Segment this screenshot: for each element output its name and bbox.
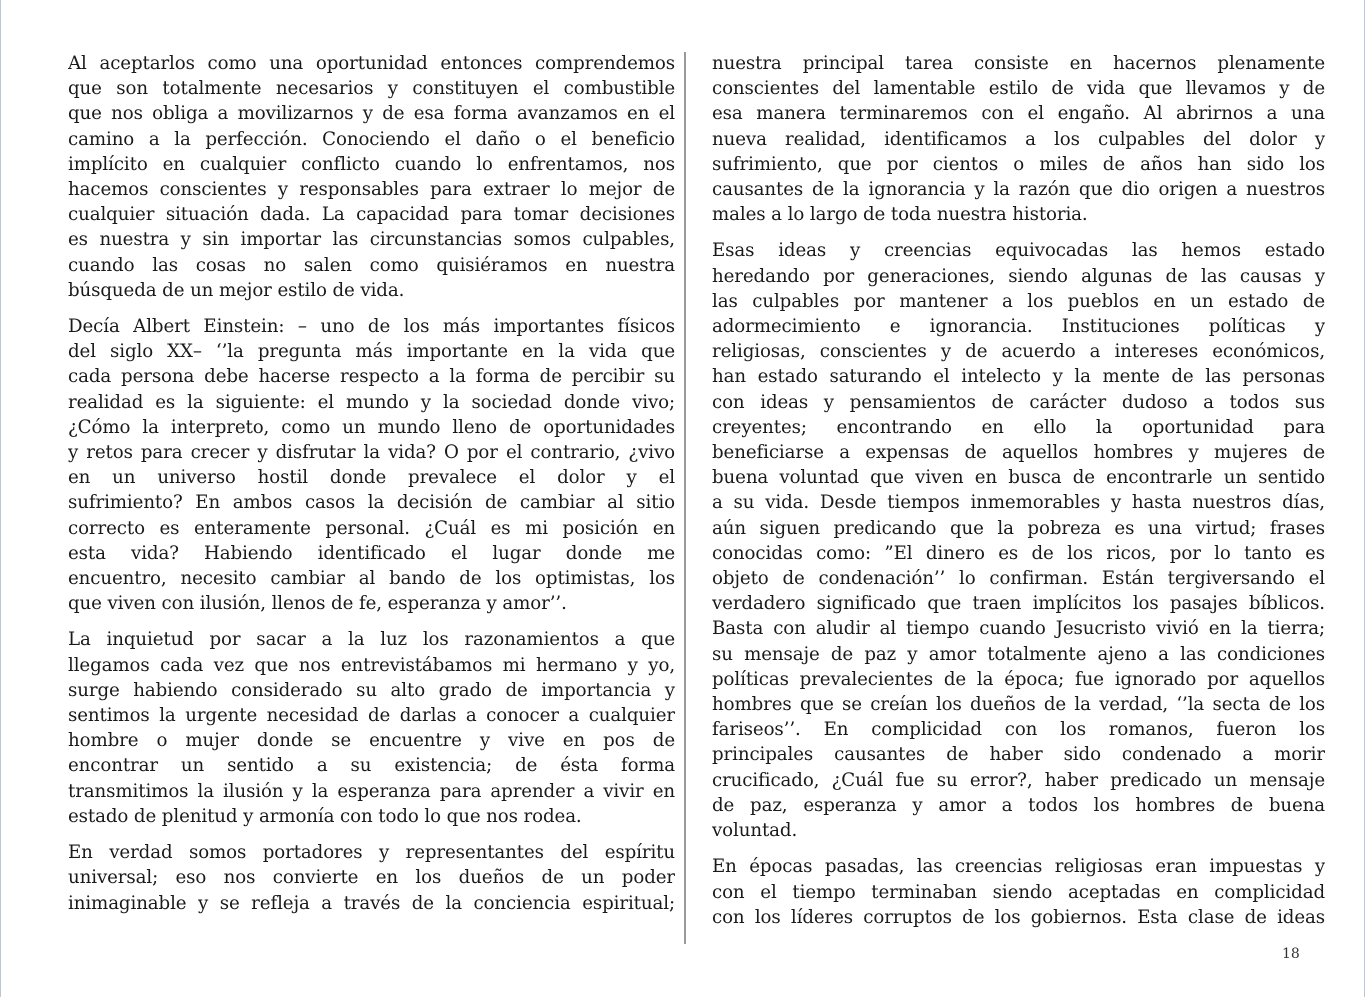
text-line: hacemos conscientes y responsables para extraer lo mejor de (68, 179, 675, 201)
text-line: En épocas pasadas, las creencias religiosas eran impuestas y (712, 856, 1325, 878)
text-line: encontrar un sentido a su existencia; de ésta forma (68, 755, 675, 777)
left-paragraph (68, 627, 675, 829)
text-line: Al aceptarlos como una oportunidad entonces comprendemos (68, 53, 675, 74)
text-line: con los líderes corruptos de los gobiernos. Esta clase de ideas (712, 906, 1325, 928)
text-line: creyentes; encontrando en ello la oportunidad para (712, 416, 1325, 438)
text-line: con ideas y pensamientos de carácter dudoso a todos sus (712, 391, 1325, 413)
text-line: a su vida. Desde tiempos inmemorables y hasta nuestros días, (712, 492, 1325, 514)
text-line: realidad es la siguiente: el mundo y la sociedad donde vivo; (68, 391, 675, 413)
text-line: en un universo hostil donde prevalece el dolor y el (68, 467, 675, 489)
text-line: es nuestra y sin importar las circunstancias somos culpables, (68, 229, 675, 251)
text-line: Basta con aludir al tiempo cuando Jesucristo vivió en la tierra; (712, 618, 1325, 640)
text-line: causantes de la ignorancia y la razón que dio origen a nuestros (712, 179, 1325, 201)
text-line: surge habiendo considerado su alto grado de importancia y (68, 679, 675, 701)
left-paragraph (68, 840, 675, 916)
page-number: 18 (1282, 946, 1300, 962)
text-line: encuentro, necesito cambiar al bando de los optimistas, los (68, 568, 675, 590)
text-line: sentimos la urgente necesidad de darlas a conocer a cualquier (68, 705, 675, 727)
right-paragraph (712, 238, 1325, 843)
text-line: universal; eso nos convierte en los dueños de un poder (68, 867, 675, 889)
text-line: llegamos cada vez que nos entrevistábamos mi hermano y yo, (68, 654, 675, 676)
text-line: que nos obliga a movilizarnos y de esa forma avanzamos en el (68, 103, 675, 125)
text-line: La inquietud por sacar a la luz los razonamientos a que (68, 629, 675, 651)
text-line: transmitimos la ilusión y la esperanza para aprender a vivir en (68, 780, 675, 802)
text-line: objeto de condenación’’ lo confirman. Están tergiversando el (712, 568, 1325, 590)
text-line: esa manera terminaremos con el engaño. Al abrirnos a una (712, 103, 1325, 125)
text-line: cuando las cosas no salen como quisiéramos en nuestra (68, 254, 675, 276)
text-line: males a lo largo de toda nuestra historia. (712, 204, 1088, 226)
text-line: Decía Albert Einstein: – uno de los más importantes físicos (68, 316, 675, 338)
text-line: conscientes del lamentable estilo de vida que llevamos y de (712, 78, 1325, 100)
text-line: adormecimiento e ignorancia. Instituciones políticas y (712, 316, 1325, 338)
text-line: voluntad. (712, 820, 798, 842)
text-line: del siglo XX– ‘’la pregunta más importante en la vida que (68, 341, 675, 363)
text-line: nuestra principal tarea consiste en hacernos plenamente (712, 53, 1325, 74)
text-line: las culpables por mantener a los pueblos en un estado de (712, 290, 1325, 312)
text-line: ¿Cómo la interpreto, como un mundo lleno de oportunidades (68, 416, 675, 438)
column-divider (684, 52, 686, 944)
text-line: que son totalmente necesarios y constituyen el combustible (68, 78, 675, 100)
right-column (712, 51, 1325, 941)
text-line: correcto es enteramente personal. ¿Cuál es mi posición en (68, 517, 675, 539)
text-line: estado de plenitud y armonía con todo lo que nos rodea. (68, 805, 582, 827)
text-line: implícito en cualquier conflicto cuando lo enfrentamos, nos (68, 153, 675, 175)
text-line: sufrimiento? En ambos casos la decisión de cambiar al sitio (68, 492, 675, 514)
text-line: de paz, esperanza y amor a todos los hombres de buena (712, 794, 1325, 816)
text-line: y retos para crecer y disfrutar la vida? O por el contrario, ¿vivo (68, 442, 675, 464)
text-line: En verdad somos portadores y representantes del espíritu (68, 842, 675, 864)
text-line: principales causantes de haber sido condenado a morir (712, 744, 1325, 766)
text-line: con el tiempo terminaban siendo aceptadas en complicidad (712, 881, 1325, 903)
text-line: verdadero significado que traen implícitos los pasajes bíblicos. (712, 593, 1325, 615)
text-line: camino a la perfección. Conociendo el daño o el beneficio (68, 128, 675, 150)
text-line: hombre o mujer donde se encuentre y vive en pos de (68, 730, 675, 752)
left-paragraph (68, 51, 675, 303)
text-line: conocidas como: ”El dinero es de los ricos, por lo tanto es (712, 542, 1325, 564)
text-line: cualquier situación dada. La capacidad para tomar decisiones (68, 204, 675, 226)
right-paragraph (712, 854, 1325, 930)
text-line: búsqueda de un mejor estilo de vida. (68, 279, 405, 301)
text-line: cada persona debe hacerse respecto a la forma de percibir su (68, 366, 675, 388)
text-line: han estado saturando el intelecto y la mente de las personas (712, 366, 1325, 388)
text-line: políticas prevalecientes de la época; fue ignorado por aquellos (712, 668, 1325, 690)
left-column (68, 51, 675, 927)
text-line: buena voluntad que viven en busca de encontrarle un sentido (712, 467, 1325, 489)
text-line: sufrimiento, que por cientos o miles de años han sido los (712, 153, 1325, 175)
text-line: inimaginable y se refleja a través de la conciencia espiritual; (68, 892, 675, 914)
text-line: crucificado, ¿Cuál fue su error?, haber predicado un mensaje (712, 769, 1325, 791)
text-line: aún siguen predicando que la pobreza es una virtud; frases (712, 517, 1325, 539)
text-line: hombres que se creían los dueños de la verdad, ‘’la secta de los (712, 694, 1325, 716)
right-paragraph (712, 51, 1325, 227)
text-line: que viven con ilusión, llenos de fe, esperanza y amor’’. (68, 593, 567, 615)
text-line: beneficiarse a expensas de aquellos hombres y mujeres de (712, 442, 1325, 464)
text-line: fariseos’’. En complicidad con los romanos, fueron los (712, 719, 1325, 741)
text-line: Esas ideas y creencias equivocadas las hemos estado (712, 240, 1325, 262)
text-line: religiosas, conscientes y de acuerdo a intereses económicos, (712, 341, 1325, 363)
text-line: nueva realidad, identificamos a los culpables del dolor y (712, 128, 1325, 150)
text-line: esta vida? Habiendo identificado el lugar donde me (68, 542, 675, 564)
left-paragraph (68, 314, 675, 616)
text-line: su mensaje de paz y amor totalmente ajeno a las condiciones (712, 643, 1325, 665)
text-line: heredando por generaciones, siendo algunas de las causas y (712, 265, 1325, 287)
